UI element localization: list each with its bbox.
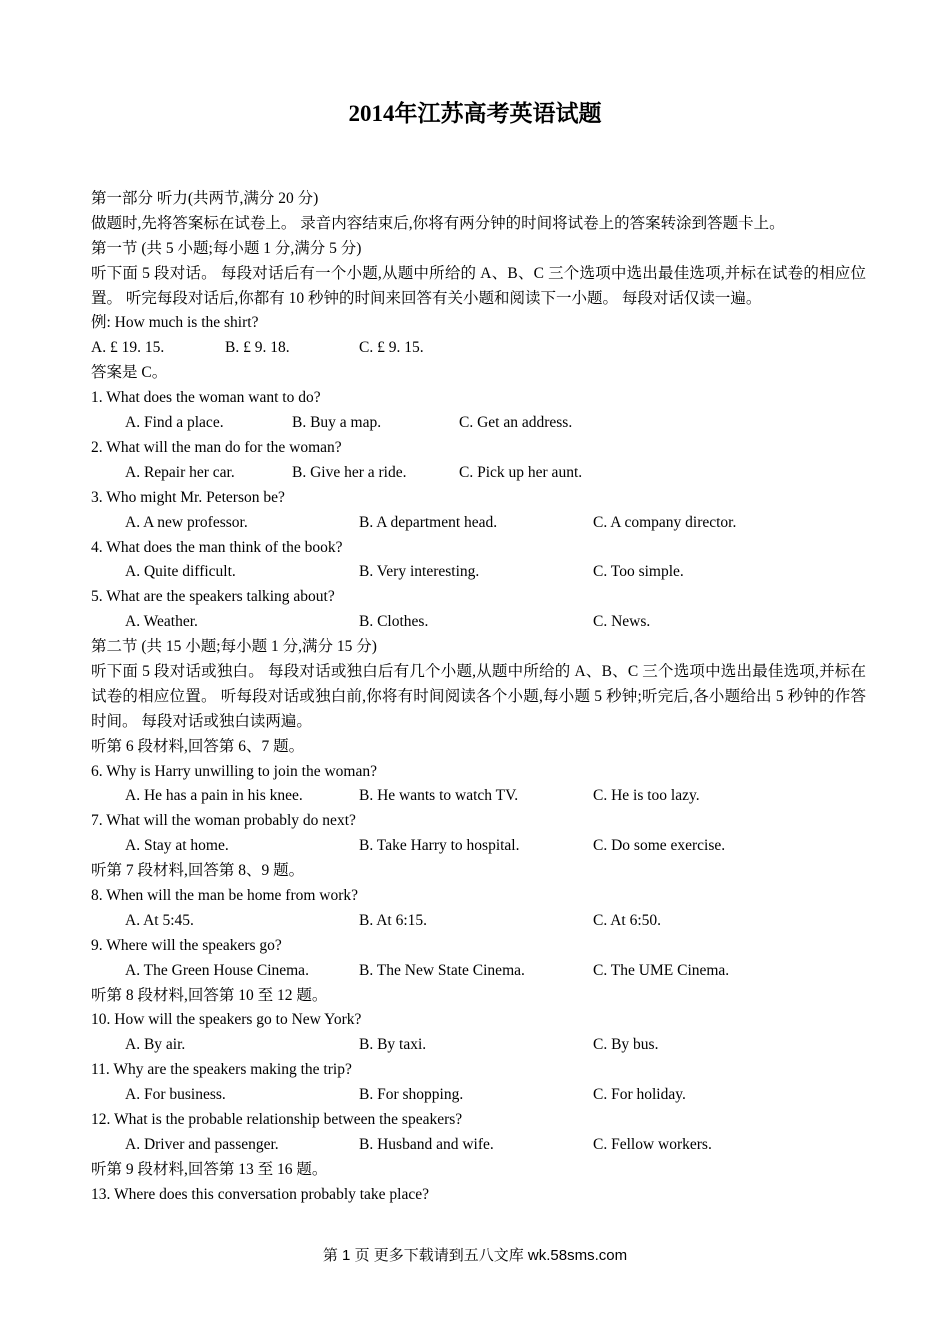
option-b: B. Buy a map.: [292, 414, 382, 432]
option-a: A. For business.: [125, 1086, 226, 1104]
option-b: B. Very interesting.: [359, 563, 480, 581]
option-b: B. By taxi.: [359, 1036, 427, 1054]
option-c: C. £ 9. 15.: [359, 339, 424, 357]
option-c: C. Get an address.: [459, 414, 573, 432]
option-c: C. Do some exercise.: [593, 837, 726, 855]
option-b: B. Take Harry to hospital.: [359, 837, 520, 855]
page-title: 2014年江苏高考英语试题: [348, 101, 602, 126]
options: [91, 784, 866, 809]
exam-content: [91, 187, 866, 1208]
options: [91, 560, 866, 585]
material-heading: 听第 6 段材料,回答第 6、7 题。: [91, 737, 305, 755]
question: 13. Where does this conversation probably take place?: [91, 1185, 430, 1203]
options: [91, 461, 866, 486]
options: [91, 1133, 866, 1158]
option-c: C. Pick up her aunt.: [459, 463, 583, 481]
option-b: B. For shopping.: [359, 1086, 464, 1104]
section-instructions: 听下面 5 段对话或独白。 每段对话或独白后有几个小题,从题中所给的 A、B、C 三个选项中选出最佳选项,并标在试卷的相应位置。 听每段对话或独白前,你将有时间阅读各个小题,每小题 5 秒钟;听完后,各小题给出 5 秒钟的作答时间。 每段对话或独白读两遍。: [91, 662, 866, 730]
material-heading: 听第 8 段材料,回答第 10 至 12 题。: [91, 986, 328, 1004]
material-heading: 听第 9 段材料,回答第 13 至 16 题。: [91, 1160, 328, 1178]
page-footer: 第 1 页 更多下载请到五八文库 wk.58sms.com: [322, 1247, 628, 1264]
section-instructions: 听下面 5 段对话。 每段对话后有一个小题,从题中所给的 A、B、C 三个选项中选出最佳选项,并标在试卷的相应位置。 听完每段对话后,你都有 10 秒钟的时间来回答有关小题和阅读下一小题。 每段对话仅读一遍。: [91, 264, 866, 307]
option-a: A. Weather.: [125, 613, 198, 631]
option-a: A. He has a pain in his knee.: [125, 787, 303, 805]
options: [91, 959, 866, 984]
option-a: A. A new professor.: [125, 513, 248, 531]
option-c: C. News.: [593, 613, 651, 631]
option-c: C. He is too lazy.: [593, 787, 700, 805]
instructions: 做题时,先将答案标在试卷上。 录音内容结束后,你将有两分钟的时间将试卷上的答案转涂到答题卡上。: [91, 214, 785, 232]
options: [91, 834, 866, 859]
option-c: C. For holiday.: [593, 1086, 686, 1104]
material-heading: 听第 7 段材料,回答第 8、9 题。: [91, 862, 305, 880]
options: [91, 1033, 866, 1058]
question: 1. What does the woman want to do?: [91, 389, 321, 407]
option-b: B. Clothes.: [359, 613, 429, 631]
option-a: A. At 5:45.: [125, 911, 194, 929]
option-c: C. A company director.: [593, 513, 737, 531]
option-c: C. Fellow workers.: [593, 1135, 712, 1153]
option-a: A. Repair her car.: [125, 463, 235, 481]
option-c: C. By bus.: [593, 1036, 659, 1054]
option-b: B. Give her a ride.: [292, 463, 407, 481]
question: 3. Who might Mr. Peterson be?: [91, 488, 285, 506]
question: 11. Why are the speakers making the trip?: [91, 1061, 352, 1079]
question: 7. What will the woman probably do next?: [91, 812, 356, 830]
question: 6. Why is Harry unwilling to join the woman?: [91, 762, 377, 780]
section-heading: 第二节 (共 15 小题;每小题 1 分,满分 15 分): [91, 638, 377, 656]
option-a: A. Find a place.: [125, 414, 224, 432]
option-b: B. Husband and wife.: [359, 1135, 494, 1153]
question: 12. What is the probable relationship between the speakers?: [91, 1111, 463, 1129]
option-b: B. £ 9. 18.: [225, 339, 290, 357]
option-a: A. The Green House Cinema.: [125, 961, 309, 979]
question: 5. What are the speakers talking about?: [91, 588, 335, 606]
option-b: B. The New State Cinema.: [359, 961, 525, 979]
option-a: A. Stay at home.: [125, 837, 229, 855]
options: [91, 909, 866, 934]
options: [91, 1083, 866, 1108]
example-options: [91, 336, 866, 361]
question: 9. Where will the speakers go?: [91, 936, 282, 954]
question: 2. What will the man do for the woman?: [91, 438, 342, 456]
option-b: B. A department head.: [359, 513, 498, 531]
question: 10. How will the speakers go to New York?: [91, 1011, 362, 1029]
options: [91, 411, 866, 436]
section-heading: 第一节 (共 5 小题;每小题 1 分,满分 5 分): [91, 239, 362, 257]
option-b: B. He wants to watch TV.: [359, 787, 519, 805]
option-a: A. Quite difficult.: [125, 563, 236, 581]
options: [91, 511, 866, 536]
option-a: A. £ 19. 15.: [91, 339, 165, 357]
example-answer: 答案是 C。: [91, 364, 168, 382]
option-a: A. Driver and passenger.: [125, 1135, 279, 1153]
option-c: C. At 6:50.: [593, 911, 662, 929]
option-b: B. At 6:15.: [359, 911, 428, 929]
option-c: C. The UME Cinema.: [593, 961, 730, 979]
part-heading: 第一部分 听力(共两节,满分 20 分): [91, 190, 319, 207]
option-c: C. Too simple.: [593, 563, 684, 581]
example-question: 例: How much is the shirt?: [91, 314, 259, 332]
option-a: A. By air.: [125, 1036, 186, 1054]
question: 4. What does the man think of the book?: [91, 538, 343, 556]
options: [91, 610, 866, 635]
question: 8. When will the man be home from work?: [91, 887, 359, 905]
